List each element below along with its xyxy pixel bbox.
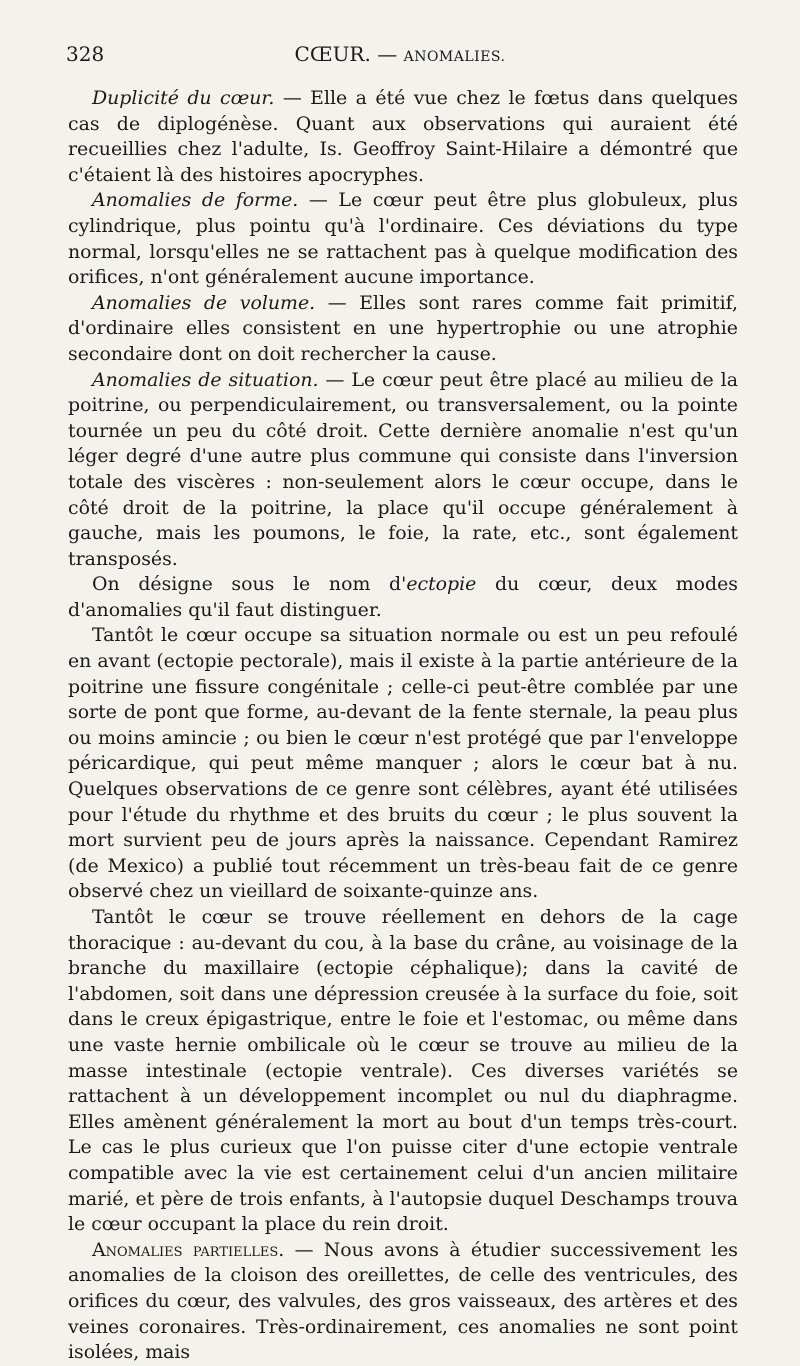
running-head [66, 42, 734, 66]
running-head-dash: — [377, 42, 398, 66]
paragraph-text: — Elles sont rares comme fait primitif, d'ordinaire elles consistent en une hypertrophie ou une atrophie secondaire dont on doit rechercher la cause. [68, 291, 738, 365]
page-number: 328 [66, 42, 105, 66]
paragraph-ectopie [68, 572, 738, 623]
paragraph-text: Tantôt le cœur occupe sa situation normale ou est un peu refoulé en avant (ectopie pectorale), mais il existe à la partie antérieure de la poitrine une fissure congénitale ; celle-ci peut-être comblée par une sorte de pont que forme, au-devant de la fente sternale, la peau plus ou moins amincie ; ou bien le cœur n'est protégé que par l'enveloppe péricardique, qui peut même manquer ; alors le cœur bat à nu. Quelques observations de ce genre sont célèbres, ayant été utilisées pour l'étude du rhythme et des bruits du cœur ; le plus souvent la mort survient peu de jours après la naissance. Cependant Ramirez (de Mexico) a publié tout récemment un très-beau fait de ce genre observé chez un vieillard de soixante-quinze ans. [68, 624, 738, 903]
paragraph-text-after: du cœur, deux modes d'anomalies qu'il faut distinguer. [68, 573, 738, 621]
paragraph-situation [68, 368, 738, 573]
paragraph-lead: Anomalies de forme. [92, 189, 299, 212]
paragraph-duplicite [68, 86, 738, 188]
paragraph-text: — Le cœur peut être plus globuleux, plus cylindrique, plus pointu qu'à l'ordinaire. Ces déviations du type normal, lorsqu'elles ne se rattachent pas à quelque modification des orifices, n'ont généralement aucune importance. [68, 189, 739, 289]
paragraph-italic-term: ectopie [406, 573, 477, 596]
paragraph-text: — Elle a été vue chez le fœtus dans quelques cas de diplogénèse. Quant aux observations qui auraient été recueillies chez l'adulte, Is. Geoffroy Saint-Hilaire a démontré que c'étaient là des histoires apocryphes. [68, 87, 738, 186]
paragraph-text-before: On désigne sous le nom d' [92, 573, 407, 596]
paragraph-lead: Anomalies de volume. [92, 291, 316, 314]
paragraph-ectopie-pectorale [68, 623, 738, 905]
paragraph-text: Tantôt le cœur se trouve réellement en dehors de la cage thoracique : au-devant du cou, à la base du crâne, au voisinage de la branche du maxillaire (ectopie céphalique); dans la cavité de l'abdomen, soit dans une dépression creusée à la surface du foie, soit dans le creux épigastrique, entre le foie et l'estomac, ou même dans une vaste hernie ombilicale où le cœur se trouve au milieu de la masse intestinale (ectopie ventrale). Ces diverses variétés se rattachent à un développement incomplet ou nul du diaphragme. Elles amènent généralement la mort au bout d'un temps très-court. Le cas le plus curieux que l'on puisse citer d'une ectopie ventrale compatible avec la vie est certainement celui d'un ancien militaire marié, et père de trois enfants, à l'autopsie duquel Deschamps trouva le cœur occupant la place du rein droit. [68, 906, 738, 1236]
paragraph-lead: Anomalies partielles. [92, 1238, 285, 1261]
paragraph-volume [68, 291, 738, 368]
paragraph-anomalies-partielles [68, 1238, 738, 1366]
running-head-title: CŒUR. [294, 42, 371, 66]
running-head-subtitle: ANOMALIES. [403, 49, 506, 65]
paragraph-lead: Duplicité du cœur. [92, 87, 275, 109]
paragraph-lead: Anomalies de situation. [92, 368, 319, 391]
paragraph-forme [68, 188, 738, 290]
paragraph-text: — Nous avons à étudier successivement les anomalies de la cloison des oreillettes, de celle des ventricules, des orifices du cœur, des valvules, des gros vaisseaux, des artères et des veines coronaires. Très-ordinairement, ces anomalies ne sont point isolées, mais [68, 1238, 738, 1364]
paragraph-ectopie-ventrale [68, 905, 738, 1238]
body-text [68, 86, 738, 1366]
page-header [66, 42, 734, 72]
paragraph-text: — Le cœur peut être placé au milieu de la poitrine, ou perpendiculairement, ou transversalement, ou la pointe tournée un peu du côté droit. Cette dernière anomalie n'est qu'un léger degré d'une autre plus commune qui consiste dans l'inversion totale des viscères : non-seulement alors le cœur occupe, dans le côté droit de la poitrine, la place qu'il occupe généralement à gauche, mais les poumons, le foie, la rate, etc., sont également transposés. [68, 368, 738, 570]
